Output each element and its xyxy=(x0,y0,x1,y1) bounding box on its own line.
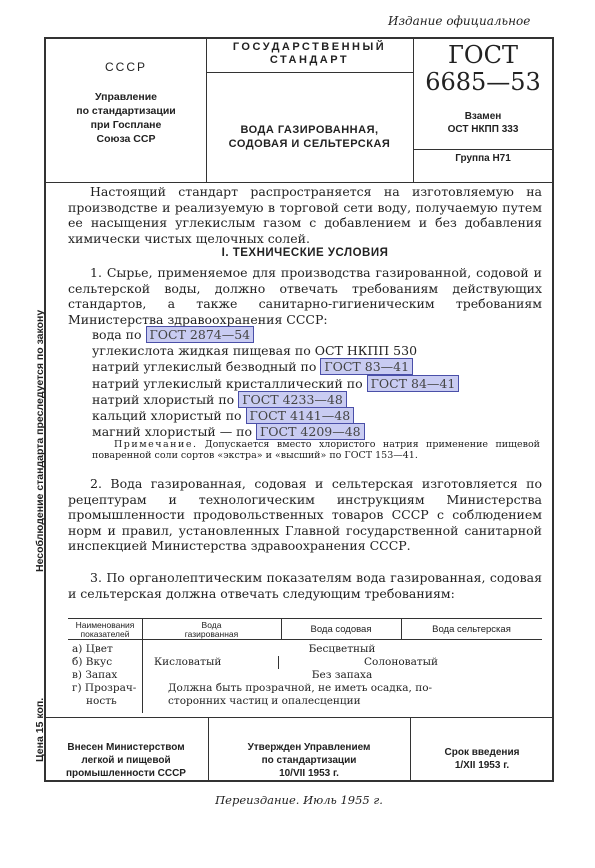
paragraph-1: 1. Сырье, применяемое для производства газированной, содовой и сельтерской воды, должно отвечать требованиям действующих стандартов, а также санитарно-гигиеническим требованиям Министерства здравоохранения СССР: xyxy=(68,265,542,327)
side-warning: Несоблюдение стандарта преследуется по закону xyxy=(34,309,46,572)
row-label: г) Прозрач- ность xyxy=(72,682,137,707)
row-value: Без запаха xyxy=(311,669,373,681)
requirements-table xyxy=(68,618,542,713)
org-name: Управление по стандартизации при Госплане Союза ССР xyxy=(76,91,176,145)
paragraph-3: 3. По органолептическим показателям вода газированная, содовая и сельтерская должна отвечать следующим требованиям: xyxy=(68,570,542,601)
gost-reference: ГОСТ 4233—48 xyxy=(238,391,347,408)
row-value: Бесцветный xyxy=(308,643,376,655)
standard-type: ГОСУДАРСТВЕННЫЙ СТАНДАРТ xyxy=(232,41,387,66)
material-item: углекислота жидкая пищевая по ОСТ НКПП 530 xyxy=(92,343,418,359)
gost-reference: ГОСТ 4209—48 xyxy=(256,423,365,440)
material-item: натрий хлористый по ГОСТ 4233—48 xyxy=(92,392,532,408)
gost-reference: ГОСТ 83—41 xyxy=(320,358,413,375)
row-label: в) Запах xyxy=(72,669,118,681)
materials-list xyxy=(92,327,532,440)
price-label: Цена 15 коп. xyxy=(34,697,46,762)
edition-label: Издание официальное xyxy=(388,14,531,28)
row-label: б) Вкус xyxy=(72,656,113,668)
row-value: Солоноватый xyxy=(364,656,439,668)
org-country: СССР xyxy=(104,60,147,74)
gost-reference: ГОСТ 4141—48 xyxy=(246,407,355,424)
row-label: а) Цвет xyxy=(72,643,113,655)
effective-date: Срок введения 1/XII 1953 г. xyxy=(444,747,520,771)
intro-paragraph: Настоящий стандарт распространяется на изготовляемую на производстве и реализуемую в торговой сети воду, получаемую путем ее насыщения углекислым газом с добавлением и без добавления химически чистых щелочных солей. xyxy=(68,184,542,246)
material-item: натрий углекислый безводный по ГОСТ 83—41 xyxy=(92,359,532,375)
note: Примечание. Допускается вместо хлористого натрия применение пищевой поваренной соли сортов «экстра» и «высший» по ГОСТ 153—41. xyxy=(92,439,540,461)
standard-title: ВОДА ГАЗИРОВАННАЯ, СОДОВАЯ И СЕЛЬТЕРСКАЯ xyxy=(228,124,391,150)
material-item: вода по ГОСТ 2874—54 xyxy=(92,327,532,343)
material-item: натрий углекислый кристаллический по ГОСТ 84—41 xyxy=(92,376,532,392)
gost-reference: ГОСТ 2874—54 xyxy=(146,326,255,343)
introduced-by: Внесен Министерством легкой и пищевой промышленности СССР xyxy=(66,742,186,779)
paragraph-2: 2. Вода газированная, содовая и сельтерская изготовляется по рецептурам и технологическим инструкциям Министерства промышленности продовольственных товаров СССР с соблюдением норм и правил, установленных Главной государственной санитарной инспекцией Министерства здравоохранения СССР. xyxy=(68,476,542,553)
material-item: магний хлористый — по ГОСТ 4209—48 xyxy=(92,424,532,440)
gost-reference: ГОСТ 84—41 xyxy=(367,375,460,392)
table-header-soda: Вода содовая xyxy=(310,624,372,635)
reprint-note: Переиздание. Июль 1955 г. xyxy=(215,793,383,807)
row-value: Должна быть прозрачной, не иметь осадка, по- сторонних частиц и опалесценции xyxy=(168,682,433,707)
row-value: Кисловатый xyxy=(154,656,222,668)
material-item: кальций хлористый по ГОСТ 4141—48 xyxy=(92,408,532,424)
side-margin xyxy=(0,0,44,868)
table-header-soda-water: Вода газированная xyxy=(184,620,239,639)
approved-by: Утвержден Управлением по стандартизации 10/VII 1953 г. xyxy=(247,742,371,779)
gost-number: 6685—53 xyxy=(425,68,541,96)
table-header-indicator: Наименования показателей xyxy=(75,620,135,639)
group-label: Группа Н71 xyxy=(455,153,511,164)
section-title: I. ТЕХНИЧЕСКИЕ УСЛОВИЯ xyxy=(221,247,389,259)
table-header-seltzer: Вода сельтерская xyxy=(432,624,511,635)
replaces: Взамен ОСТ НКПП 333 xyxy=(447,111,519,135)
gost-label: ГОСТ xyxy=(448,41,518,69)
